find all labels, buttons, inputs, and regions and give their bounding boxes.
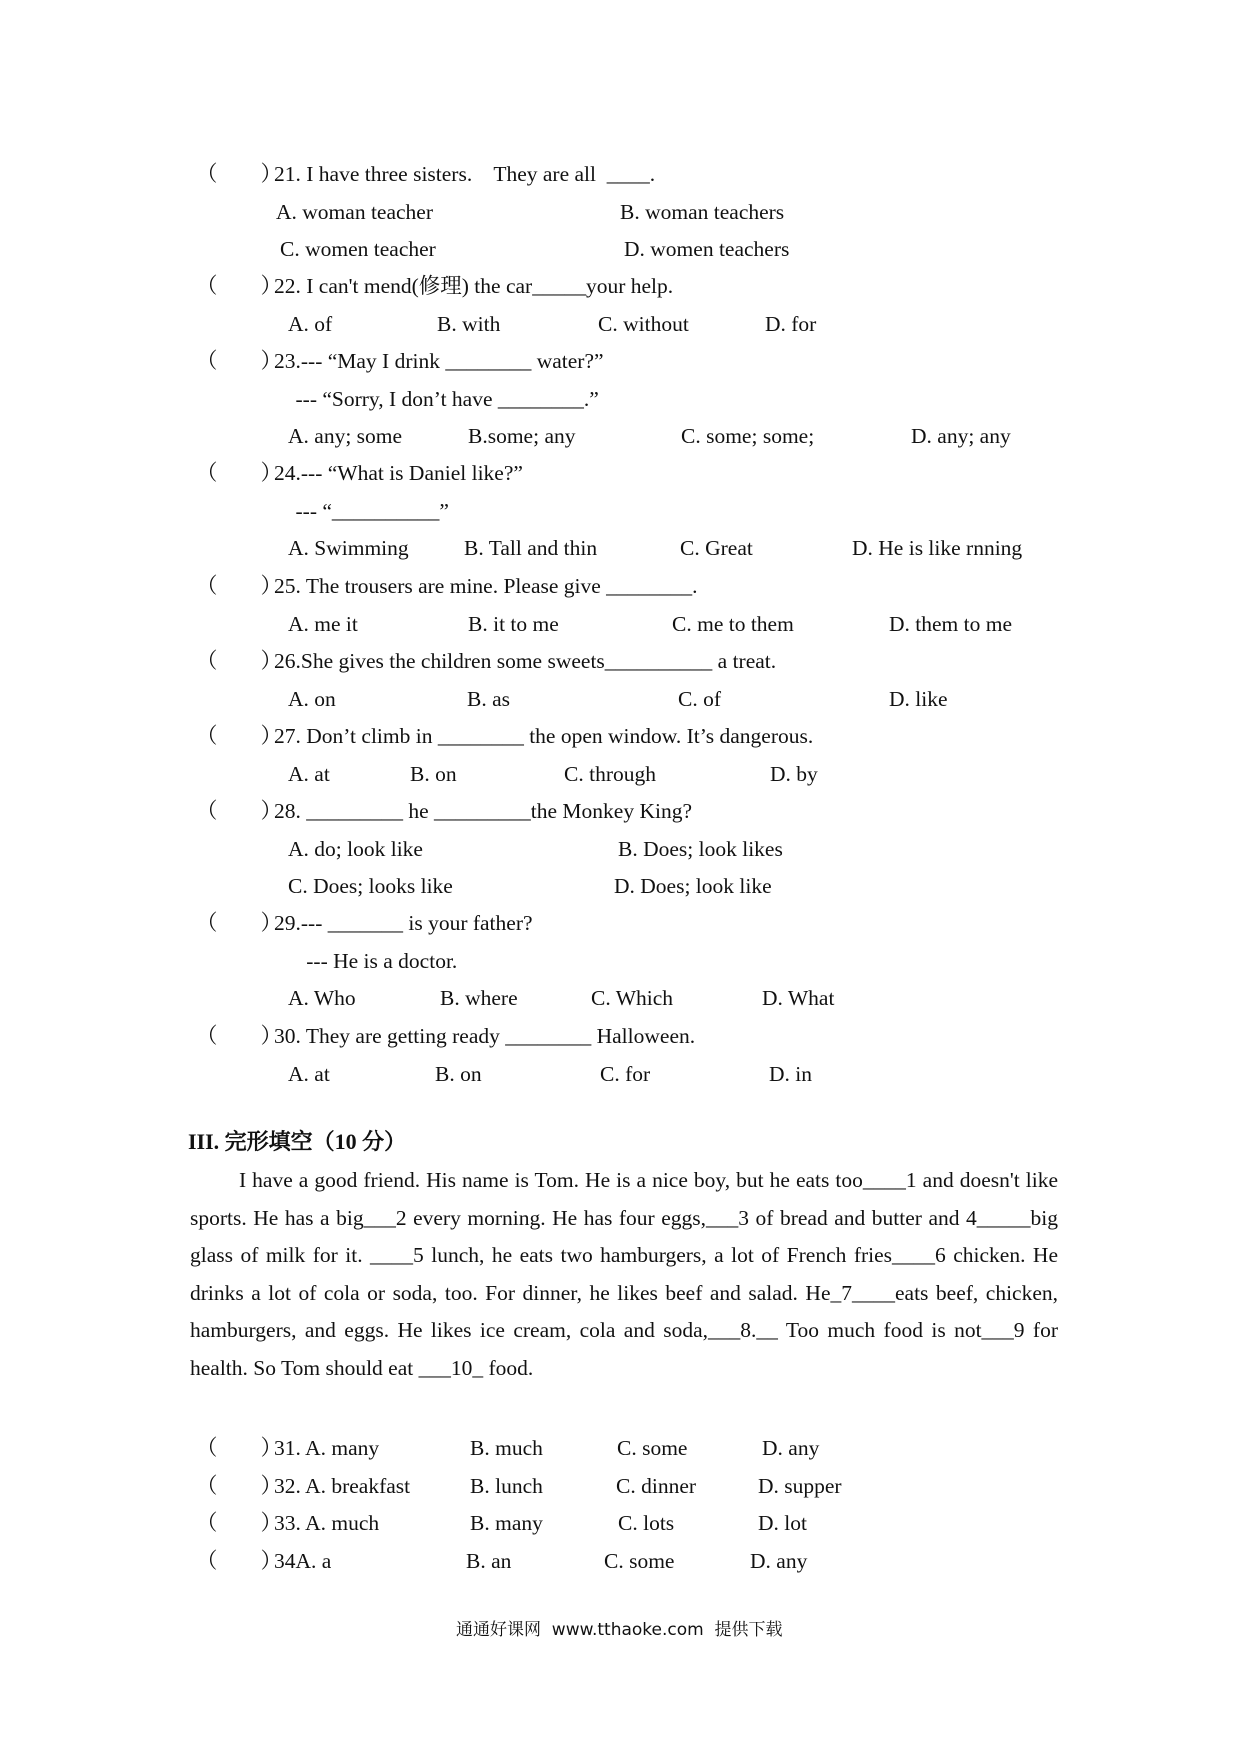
answer-option: B. with: [437, 311, 501, 336]
answer-option: A. woman teacher: [276, 199, 433, 224]
answer-option: D. in: [769, 1061, 812, 1086]
answer-option: C. women teacher: [280, 237, 436, 261]
answer-option: C. me to them: [672, 611, 794, 636]
answer-option: C. dinner: [616, 1474, 697, 1498]
answer-option: C. through: [564, 761, 656, 786]
question-stem: 22. I can't mend(修理) the car_____your help.: [274, 274, 674, 298]
answer-option: A. any; some: [288, 424, 403, 448]
answer-option: C. Which: [591, 986, 674, 1010]
answer-option: A. Who: [288, 986, 356, 1010]
answer-option: D. supper: [758, 1474, 842, 1498]
answer-option: D. any: [762, 1436, 820, 1460]
answer-bracket: （ ）: [196, 1474, 283, 1498]
answer-option: D. women teachers: [624, 237, 790, 261]
answer-bracket: （ ）: [196, 274, 283, 298]
answer-option: B. many: [470, 1511, 543, 1535]
answer-option: B. where: [440, 986, 518, 1010]
answer-option: C. some: [604, 1549, 675, 1573]
answer-bracket: （ ）: [196, 799, 283, 823]
question-stem: --- He is a doctor.: [274, 948, 458, 973]
answer-option: D. for: [765, 311, 817, 336]
answer-option: C. without: [598, 311, 689, 336]
answer-option: A. at: [288, 761, 330, 786]
answer-option: B. much: [470, 1436, 543, 1460]
answer-option: D. by: [770, 761, 818, 786]
question-stem: 34A. a: [274, 1549, 332, 1573]
answer-option: B. as: [467, 686, 510, 711]
answer-option: D. any: [750, 1549, 808, 1573]
question-stem: 30. They are getting ready ________ Halloween.: [274, 1024, 696, 1048]
answer-option: A. Swimming: [288, 536, 409, 560]
question-stem: 29.--- _______ is your father?: [274, 911, 533, 935]
section-heading: III. 完形填空（10 分）: [188, 1129, 407, 1154]
answer-option: B. an: [466, 1549, 512, 1573]
question-stem: 24.--- “What is Daniel like?”: [274, 461, 523, 485]
question-stem: 27. Don’t climb in ________ the open window. It’s dangerous.: [274, 724, 814, 748]
answer-option: D. them to me: [889, 611, 1013, 636]
answer-option: D. He is like rnning: [852, 536, 1023, 560]
answer-bracket: （ ）: [196, 649, 283, 673]
answer-bracket: （ ）: [196, 1436, 283, 1460]
cloze-passage: [190, 1162, 1058, 1388]
answer-option: B.some; any: [468, 424, 576, 448]
answer-option: C. some: [617, 1436, 688, 1460]
question-stem: 23.--- “May I drink ________ water?”: [274, 349, 604, 373]
answer-option: A. on: [288, 686, 336, 711]
answer-option: B. on: [435, 1061, 482, 1086]
answer-option: D. lot: [758, 1511, 807, 1535]
answer-bracket: （ ）: [196, 1024, 283, 1048]
answer-bracket: （ ）: [196, 724, 283, 748]
answer-option: D. like: [889, 686, 948, 711]
answer-option: B. woman teachers: [620, 199, 785, 224]
answer-option: D. Does; look like: [614, 874, 772, 898]
answer-bracket: （ ）: [196, 1511, 283, 1535]
answer-bracket: （ ）: [196, 162, 283, 186]
question-stem: 33. A. much: [274, 1511, 380, 1535]
answer-option: B. Does; look likes: [618, 836, 783, 861]
answer-option: C. some; some;: [681, 424, 815, 448]
answer-option: B. lunch: [470, 1474, 543, 1498]
answer-option: C. of: [678, 686, 721, 711]
page-footer: 通通好课网 www.tthaoke.com 提供下载: [456, 1620, 783, 1640]
answer-option: C. Great: [680, 536, 753, 560]
answer-option: A. do; look like: [288, 836, 423, 861]
answer-option: C. for: [600, 1061, 651, 1086]
answer-bracket: （ ）: [196, 461, 283, 485]
question-stem: 21. I have three sisters. They are all ____.: [274, 162, 656, 186]
answer-option: A. at: [288, 1061, 330, 1086]
question-stem: 31. A. many: [274, 1436, 380, 1460]
answer-option: D. What: [762, 986, 835, 1010]
answer-bracket: （ ）: [196, 349, 283, 373]
question-stem: 28. _________ he _________the Monkey King?: [274, 799, 693, 823]
answer-option: A. of: [288, 311, 333, 336]
answer-option: A. me it: [288, 611, 358, 636]
answer-option: D. any; any: [911, 424, 1011, 448]
answer-option: B. Tall and thin: [464, 536, 598, 560]
question-stem: 25. The trousers are mine. Please give ________.: [274, 574, 698, 598]
answer-option: B. it to me: [468, 611, 559, 636]
cloze-passage-text: I have a good friend. His name is Tom. He is a nice boy, but he eats too____1 and doesn't like sports. He has a big___2 every morning. He has four eggs,___3 of bread and butter and 4_____big glass of milk for it. ____5 lunch, he eats two hamburgers, a lot of French fries____6 chicken. He drinks a lot of cola or soda, too. For dinner, he likes beef and salad. He_7____eats beef, chicken, hamburgers, and eggs. He likes ice cream, cola and soda,___8.__ Too much food is not___9 for health. So Tom should eat ___10_ food.: [190, 1168, 1058, 1380]
question-stem: --- “Sorry, I don’t have ________.”: [274, 386, 599, 411]
answer-bracket: （ ）: [196, 574, 283, 598]
answer-option: B. on: [410, 761, 457, 786]
answer-bracket: （ ）: [196, 911, 283, 935]
answer-option: C. Does; looks like: [288, 874, 453, 898]
question-stem: --- “__________”: [274, 498, 449, 523]
answer-bracket: （ ）: [196, 1549, 283, 1573]
answer-option: C. lots: [618, 1511, 675, 1535]
question-stem: 32. A. breakfast: [274, 1474, 411, 1498]
question-stem: 26.She gives the children some sweets__________ a treat.: [274, 649, 777, 673]
